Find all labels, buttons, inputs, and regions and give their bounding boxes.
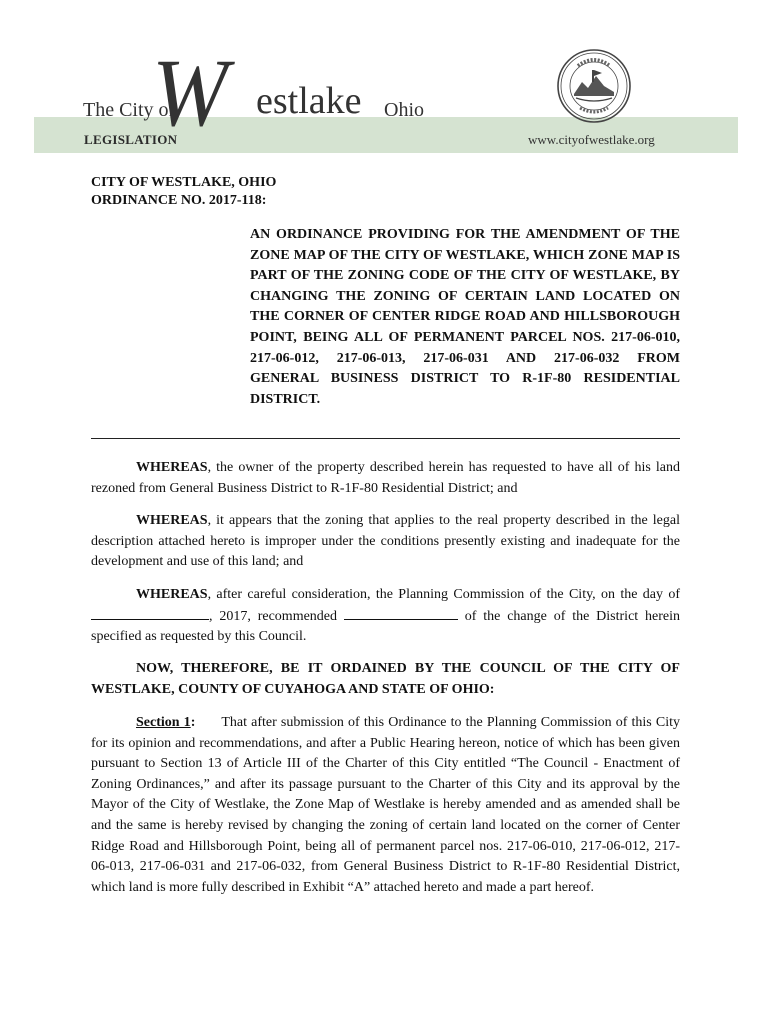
- divider-rule: [91, 438, 680, 439]
- section-1-colon: :: [190, 715, 196, 730]
- section-1-label: Section 1: [136, 715, 191, 730]
- whereas-text: , it appears that the zoning that applies to the real property described in the legal description attached hereto is improper under the conditions presently existing and inadequate for the development and use of this land; and: [91, 513, 680, 570]
- recommendation-blank-line: [344, 606, 458, 620]
- ordinance-number: ORDINANCE NO. 2017-118:: [91, 193, 267, 208]
- whereas-text-c: of the change of the District herein specified as requested by this Council.: [91, 608, 681, 645]
- ordained-clause: [91, 659, 680, 700]
- whereas-text: , the owner of the property described herein has requested to have all of his land rezoned from General Business District to R-1F-80 Residential District; and: [91, 460, 680, 496]
- city-name-heading: CITY OF WESTLAKE, OHIO: [91, 175, 277, 190]
- whereas-paragraph-1: [91, 458, 680, 499]
- whereas-text-b: , 2017, recommended: [209, 608, 344, 624]
- letterhead-w-logo: W: [151, 39, 228, 146]
- section-1-text: That after submission of this Ordinance to the Planning Commission of this City for its opinion and recommendations, and after a Public Hearing hereon, notice of which has been given pursuant to Section 13 of Article III of the Charter of this City entitled “The Council - Enactment of Zoning Ordinances,” and after its passage pursuant to the Charter of this City and its approval by the Mayor of the City of Westlake, the Zone Map of Westlake is hereby amended and as amended shall be and the same is hereby revised by changing the zoning of certain land located on the corner of Center Ridge Road and Hillsborough Point, being all of permanent parcel nos. 217-06-010, 217-06-012, 217-06-013, 217-06-031 and 217-06-032, from General Business District to R-1F-80 Residential District, which land is more fully described in Exhibit “A” attached hereto and made a part hereof.: [91, 715, 680, 895]
- letterhead-section: LEGISLATION: [84, 132, 178, 147]
- whereas-lead: WHEREAS: [136, 587, 208, 602]
- letterhead-the-city: The City of: [83, 99, 176, 121]
- letterhead-estlake: estlake: [256, 80, 362, 122]
- ordinance-description: AN ORDINANCE PROVIDING FOR THE AMENDMENT OF THE ZONE MAP OF THE CITY OF WESTLAKE, WHICH ZONE MAP IS PART OF THE ZONING CODE OF THE CITY OF WESTLAKE, BY CHANGING THE ZONING OF CERTAIN LAND LOCATED ON THE CORNER OF CENTER RIDGE ROAD AND HILLSBOROUGH POINT, BEING ALL OF PERMANENT PARCEL NOS. 217-06-010, 217-06-012, 217-06-013, 217-06-031 AND 217-06-032 FROM GENERAL BUSINESS DISTRICT TO R-1F-80 RESIDENTIAL DISTRICT.: [250, 227, 680, 407]
- section-1-paragraph: [91, 713, 680, 898]
- whereas-text-a: , after careful consideration, the Planning Commission of the City, on the day of: [207, 587, 680, 602]
- whereas-lead: WHEREAS: [136, 513, 208, 528]
- whereas-lead: WHEREAS: [136, 460, 208, 475]
- letterhead-ohio: Ohio: [384, 99, 424, 121]
- whereas-paragraph-2: [91, 511, 680, 573]
- city-seal-icon: [556, 48, 632, 124]
- ordinance-heading: [91, 174, 276, 210]
- ordained-text: NOW, THEREFORE, BE IT ORDAINED BY THE COUNCIL OF THE CITY OF WESTLAKE, COUNTY OF CUYAHOGA AND STATE OF OHIO:: [91, 661, 680, 697]
- whereas-paragraph-3: [91, 585, 680, 648]
- date-blank-line: [91, 606, 209, 620]
- letterhead-url: www.cityofwestlake.org: [528, 132, 655, 147]
